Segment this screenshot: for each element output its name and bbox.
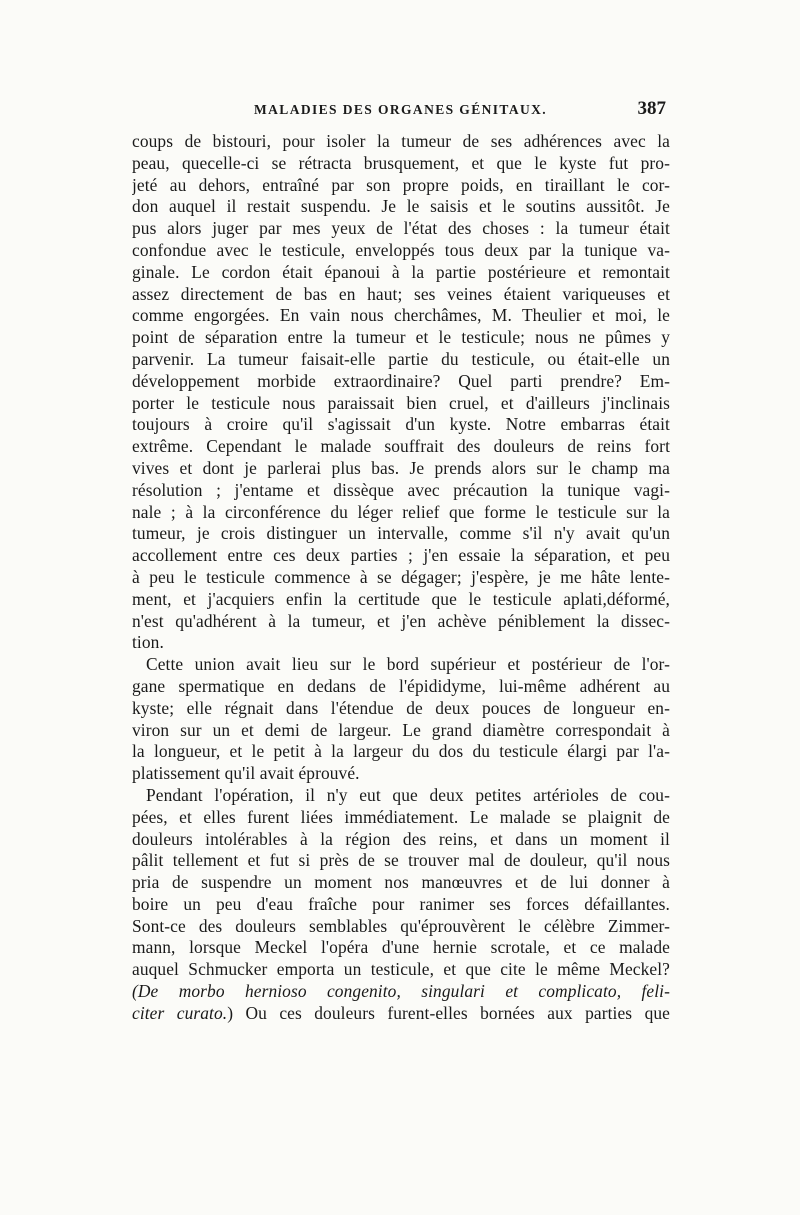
text-line bbox=[132, 240, 670, 262]
text-line bbox=[132, 480, 670, 502]
text-line bbox=[132, 131, 670, 153]
line-text: gane spermatique en dedans de l'épididyme, lui-même adhérent au bbox=[132, 675, 670, 696]
line-text: pus alors juger par mes yeux de l'état des choses : la tumeur était bbox=[132, 218, 670, 239]
text-line bbox=[132, 763, 670, 785]
line-text: pria de suspendre un moment nos manœuvres et de lui donner à bbox=[132, 872, 670, 893]
text-line bbox=[132, 371, 670, 393]
text-line bbox=[132, 327, 670, 349]
line-text: à peu le testicule commence à se dégager; j'espère, je me hâte lente- bbox=[132, 566, 670, 587]
text-line bbox=[132, 458, 670, 480]
text-line bbox=[132, 720, 670, 742]
line-text: accollement entre ces deux parties ; j'en essaie la séparation, et peu bbox=[132, 545, 670, 566]
text-line bbox=[132, 545, 670, 567]
line-text: douleurs intolérables à la région des reins, et dans un moment il bbox=[132, 828, 670, 849]
text-line bbox=[132, 916, 670, 938]
line-text: viron sur un et demi de largeur. Le grand diamètre correspondait à bbox=[132, 719, 670, 740]
line-text: assez directement de bas en haut; ses veines étaient variqueuses et bbox=[132, 283, 670, 304]
text-line bbox=[132, 611, 670, 633]
text-line bbox=[132, 414, 670, 436]
line-text: kyste; elle régnait dans l'étendue de deux pouces de longueur en- bbox=[132, 697, 670, 718]
page-header bbox=[132, 98, 670, 124]
text-line bbox=[132, 393, 670, 415]
line-text: Cette union avait lieu sur le bord supérieur et postérieur de l'or- bbox=[146, 654, 670, 675]
text-line bbox=[132, 436, 670, 458]
line-text: boire un peu d'eau fraîche pour ranimer ses forces défaillantes. bbox=[132, 893, 670, 914]
text-line bbox=[132, 698, 670, 720]
line-text: Sont-ce des douleurs semblables qu'éprouvèrent le célèbre Zimmer- bbox=[132, 915, 670, 936]
line-text: pées, et elles furent liées immédiatement. Le malade se plaignit de bbox=[132, 806, 670, 827]
line-text: porter le testicule nous paraissait bien cruel, et d'ailleurs j'inclinais bbox=[132, 392, 670, 413]
text-line bbox=[132, 872, 670, 894]
text-line bbox=[132, 741, 670, 763]
text-line bbox=[132, 153, 670, 175]
text-line bbox=[132, 807, 670, 829]
line-text: peau, quecelle-ci se rétracta brusquement, et que le kyste fut pro- bbox=[132, 152, 670, 173]
body-text bbox=[132, 131, 670, 1025]
text-line bbox=[132, 981, 670, 1003]
line-text: tumeur, je crois distinguer un intervalle, comme s'il n'y avait qu'un bbox=[132, 523, 670, 544]
line-text: ginale. Le cordon était épanoui à la partie postérieure et remontait bbox=[132, 261, 670, 282]
line-text: confondue avec le testicule, enveloppés tous deux par la tunique va- bbox=[132, 239, 670, 260]
italic-text: (De morbo hernioso congenito, singulari et complicato, feli- bbox=[132, 981, 670, 1002]
text-line bbox=[132, 829, 670, 851]
line-text: tion. bbox=[132, 632, 164, 653]
line-text: vives et dont je parlerai plus bas. Je prends alors sur le champ ma bbox=[132, 457, 670, 478]
italic-text: citer curato. bbox=[132, 1002, 228, 1023]
line-text: toujours à croire qu'il s'agissait d'un kyste. Notre embarras était bbox=[132, 414, 670, 435]
text-line bbox=[132, 632, 670, 654]
line-text: ) Ou ces douleurs furent-elles bornées aux parties que bbox=[227, 1002, 670, 1023]
text-line bbox=[132, 175, 670, 197]
text-line bbox=[132, 284, 670, 306]
text-line bbox=[132, 196, 670, 218]
line-text: parvenir. La tumeur faisait-elle partie du testicule, ou était-elle un bbox=[132, 348, 670, 369]
text-line bbox=[132, 305, 670, 327]
text-line bbox=[132, 959, 670, 981]
text-line bbox=[132, 850, 670, 872]
page-number: 387 bbox=[637, 98, 666, 119]
line-text: platissement qu'il avait éprouvé. bbox=[132, 763, 360, 784]
line-text: comme engorgées. En vain nous cherchâmes, M. Theulier et moi, le bbox=[132, 305, 670, 326]
text-line bbox=[132, 349, 670, 371]
line-text: résolution ; j'entame et dissèque avec précaution la tunique vagi- bbox=[132, 479, 670, 500]
text-line bbox=[132, 502, 670, 524]
line-text: pâlit tellement et fut si près de se trouver mal de douleur, qu'il nous bbox=[132, 850, 670, 871]
text-line bbox=[132, 937, 670, 959]
text-line bbox=[132, 523, 670, 545]
line-text: ment, et j'acquiers enfin la certitude que le testicule aplati,déformé, bbox=[132, 588, 670, 609]
text-line bbox=[132, 218, 670, 240]
text-line bbox=[132, 894, 670, 916]
line-text: développement morbide extraordinaire? Quel parti prendre? Em- bbox=[132, 370, 670, 391]
text-line bbox=[132, 785, 670, 807]
line-text: extrême. Cependant le malade souffrait des douleurs de reins fort bbox=[132, 436, 670, 457]
line-text: auquel Schmucker emporta un testicule, et que cite le même Meckel? bbox=[132, 959, 670, 980]
line-text: mann, lorsque Meckel l'opéra d'une hernie scrotale, et ce malade bbox=[132, 937, 670, 958]
line-text: point de séparation entre la tumeur et le testicule; nous ne pûmes y bbox=[132, 327, 670, 348]
line-text: n'est qu'adhérent à la tumeur, et j'en achève péniblement la dissec- bbox=[132, 610, 670, 631]
text-line bbox=[132, 654, 670, 676]
text-line bbox=[132, 1003, 670, 1025]
line-text: coups de bistouri, pour isoler la tumeur de ses adhérences avec la bbox=[132, 131, 670, 151]
running-head: MALADIES DES ORGANES GÉNITAUX. bbox=[254, 102, 548, 117]
text-line bbox=[132, 676, 670, 698]
line-text: la longueur, et le petit à la largeur du dos du testicule élargi par l'a- bbox=[132, 741, 670, 762]
line-text: Pendant l'opération, il n'y eut que deux petites artérioles de cou- bbox=[146, 784, 670, 805]
text-line bbox=[132, 262, 670, 284]
line-text: jeté au dehors, entraîné par son propre poids, en tiraillant le cor- bbox=[132, 174, 670, 195]
line-text: nale ; à la circonférence du léger relief que forme le testicule sur la bbox=[132, 501, 670, 522]
line-text: don auquel il restait suspendu. Je le saisis et le soutins aussitôt. Je bbox=[132, 196, 670, 217]
text-line bbox=[132, 567, 670, 589]
text-line bbox=[132, 589, 670, 611]
